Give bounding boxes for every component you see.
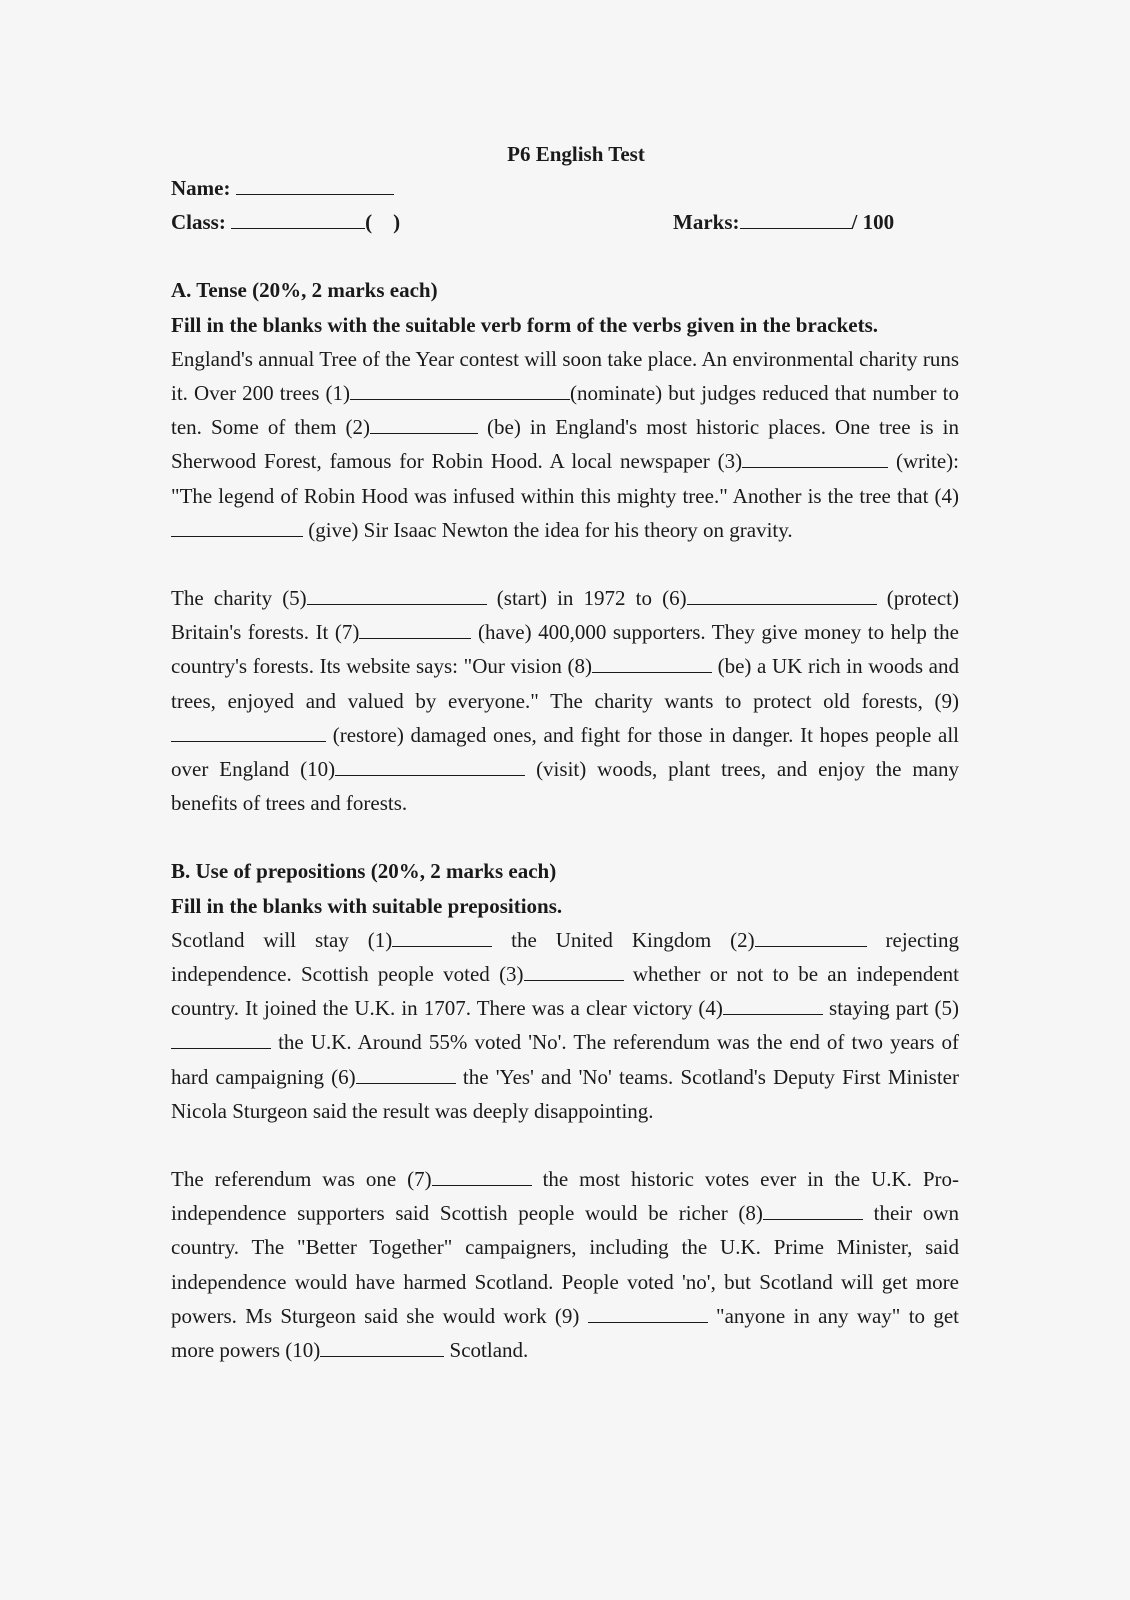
text-segment: (protect) Britain's forests. It (7) — [171, 586, 960, 645]
section-b-title: B. Use of prepositions (20%, 2 marks each) — [171, 859, 557, 884]
text-segment: their own country. The "Better Together" campaigners, including the U.K. Prime Minister, said independence would have harmed Scotland. People voted 'no', but Scotland will get more powers. Ms Sturgeon said she would work (9) — [171, 1201, 959, 1328]
answer-blank-b5[interactable] — [171, 1028, 271, 1049]
document-title: P6 English Test — [507, 142, 645, 166]
class-blank[interactable] — [231, 208, 365, 229]
spacer — [171, 820, 959, 854]
answer-blank-b8[interactable] — [763, 1199, 863, 1220]
answer-blank-b4[interactable] — [723, 994, 823, 1015]
text-segment: "anyone in any way" to get more powers (10) — [171, 1303, 959, 1363]
text-segment: (give) Sir Isaac Newton the idea for his theory on gravity. — [303, 517, 793, 542]
answer-blank-b2[interactable] — [755, 926, 867, 947]
answer-blank-b1[interactable] — [392, 926, 492, 947]
marks-field — [673, 205, 894, 239]
answer-blank-a1[interactable] — [350, 379, 570, 400]
class-marks-line — [171, 205, 959, 239]
section-b-instruction: Fill in the blanks with suitable prepositions. — [171, 893, 563, 918]
text-segment: the U.K. Around 55% voted 'No'. The referendum was the end of two years of hard campaigning (6) — [171, 1030, 959, 1089]
marks-total: / 100 — [851, 210, 895, 235]
answer-blank-a7[interactable] — [359, 618, 471, 639]
text-segment: (write): "The legend of Robin Hood was infused within this mighty tree." Another is the tree that (4) — [171, 449, 959, 508]
text-segment: staying part (5) — [822, 996, 960, 1021]
answer-blank-b10[interactable] — [320, 1336, 444, 1357]
answer-blank-a10[interactable] — [335, 755, 525, 776]
spacer — [171, 239, 959, 273]
answer-blank-b9[interactable] — [588, 1302, 708, 1323]
answer-blank-a3[interactable] — [742, 447, 888, 468]
marks-blank[interactable] — [740, 208, 852, 229]
section-a-title: A. Tense (20%, 2 marks each) — [171, 278, 438, 303]
answer-blank-a9[interactable] — [171, 721, 326, 742]
text-segment: England's annual Tree of the Year contest will soon take place. An environmental charity runs it. Over 200 trees (1) — [171, 346, 959, 405]
section-a-paragraph-1 — [171, 342, 959, 547]
text-segment: (start) in 1972 to (6) — [486, 586, 687, 610]
name-blank[interactable] — [236, 174, 394, 195]
answer-blank-a8[interactable] — [592, 652, 712, 673]
text-segment: the United Kingdom (2) — [492, 927, 755, 952]
marks-label: Marks: — [673, 210, 740, 235]
text-segment: (nominate) but judges reduced that number to ten. Some of them (2) — [171, 380, 959, 440]
answer-blank-a2[interactable] — [370, 413, 478, 434]
text-segment: (be) in England's most historic places. One tree is in Sherwood Forest, famous for Robin Hood. A local newspaper (3) — [171, 415, 959, 474]
section-a-instruction: Fill in the blanks with the suitable verb form of the verbs given in the brackets. — [171, 312, 878, 337]
name-line — [171, 171, 959, 205]
answer-blank-b7[interactable] — [432, 1165, 532, 1186]
text-segment: The referendum was one (7) — [171, 1167, 432, 1192]
answer-blank-a4[interactable] — [171, 516, 303, 537]
answer-blank-a5[interactable] — [307, 584, 487, 605]
answer-blank-a6[interactable] — [687, 584, 877, 605]
class-label: Class: — [171, 210, 226, 235]
text-segment: Scotland will stay (1) — [171, 927, 393, 952]
answer-blank-b3[interactable] — [524, 960, 624, 981]
class-number-paren: ( ) — [365, 210, 401, 235]
text-segment: the 'Yes' and 'No' teams. Scotland's Deputy First Minister Nicola Sturgeon said the result was deeply disappointing. — [171, 1064, 959, 1123]
text-segment: Scotland. — [444, 1338, 529, 1363]
spacer — [171, 1128, 959, 1162]
section-b-paragraph-2 — [171, 1162, 959, 1367]
spacer — [171, 547, 959, 581]
section-b-paragraph-1 — [171, 923, 959, 1128]
document-body — [171, 137, 959, 1367]
answer-blank-b6[interactable] — [356, 1063, 456, 1084]
text-segment: (restore) damaged ones, and fight for those in danger. It hopes people all over England (10) — [171, 722, 959, 782]
text-segment: (be) a UK rich in woods and trees, enjoyed and valued by everyone." The charity wants to protect old forests, (9) — [171, 654, 959, 713]
text-segment: rejecting independence. Scottish people voted (3) — [171, 927, 959, 987]
text-segment: The charity (5) — [171, 586, 307, 610]
name-label: Name: — [171, 176, 231, 200]
text-segment: the most historic votes ever in the U.K. Pro-independence supporters said Scottish people would be richer (8) — [171, 1167, 960, 1226]
text-segment: (have) 400,000 supporters. They give money to help the country's forests. Its website says: "Our vision (8) — [171, 620, 959, 679]
section-a-paragraph-2 — [171, 581, 959, 820]
text-segment: (visit) woods, plant trees, and enjoy the many benefits of trees and forests. — [171, 757, 959, 816]
text-segment: whether or not to be an independent country. It joined the U.K. in 1707. There was a clear victory (4) — [171, 962, 960, 1021]
